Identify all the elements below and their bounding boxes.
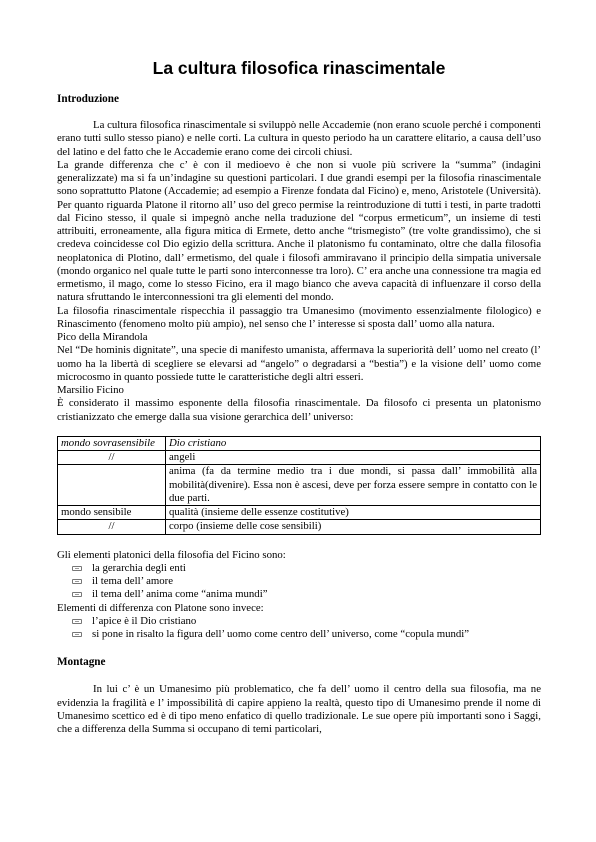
table-row: [58, 520, 541, 534]
pico-paragraph: Nel “De hominis dignitate”, una specie di manifesto umanista, affermava la superiorità dell’ uomo nel creato (l’ uomo ha la libertà di scegliere se elevarsi ad “angelo” o degradarsi a “bestia”) e la visione dell’ uomo come microcosmo in quanto possiede tutte le caratteristiche degli altri esseri.: [57, 344, 541, 383]
ficino-heading: Marsilio Ficino: [57, 384, 124, 396]
hierarchy-table: [57, 436, 541, 535]
bullet-icon: [72, 632, 82, 637]
page-title: La cultura filosofica rinascimentale: [152, 58, 446, 78]
table-row: [58, 451, 541, 465]
platonic-elements-list: [57, 562, 541, 602]
table-cell: anima (fa da termine medio tra i due mondi, si passa dall’ immobilità alla mobilità(divenire). Essa non è ascesi, deve per forza essere sempre in contatto con le due parti.: [166, 465, 541, 506]
bullet-icon: [72, 566, 82, 571]
list-item: si pone in risalto la figura dell’ uomo come centro dell’ universo, come “copula mundi”: [72, 628, 541, 641]
table-row: [58, 465, 541, 506]
list-item: il tema dell’ anima come “anima mundi”: [72, 588, 541, 601]
pico-heading: Pico della Mirandola: [57, 331, 148, 343]
table-row: [58, 506, 541, 520]
table-cell: //: [58, 520, 166, 534]
bullet-icon: [72, 579, 82, 584]
bullet-icon: [72, 619, 82, 624]
platonic-elements-intro: Gli elementi platonici della filosofia del Ficino sono:: [57, 548, 286, 561]
intro-paragraph-2: La grande differenza che c’ è con il medioevo è che non si vuole più scrivere la “summa” (indagini generalizzate) ma si fa un’indagine su questioni particolari. I due grandi esempi per la filosofia rinascimentale sono soprattutto Platone (Accademie; ad esempio a Firenze fondata dal Ficino) e, meno, Aristotele (Università). Per quanto riguarda Platone il ritorno all’ uso del greco permise la reintroduzione di tutti i testi, in parte tradotti dal Ficino stesso, il quale si impegnò anche nella traduzione del “corpus ermeticum”, un insieme di testi attribuiti, erroneamente, alla figura mitica di Ermete, detto anche “trismegisto” (tre volte grandissimo), che si credeva coincidesse col Dio egizio della scrittura. Anche il platonismo fu contaminato, oltre che dalla filosofia neoplatonica di Plotino, dall’ ermetismo, del quale i filosofi ammiravano il principio della simpatia universale (mondo organico nel quale tutte le parti sono interconnesse tra loro). C’ era anche una connessione tra magia ed ermetismo, il mago, come lo stesso Ficino, era il mago bianco che aveva capacità di influenzare il corso della natura sfruttando le interconnessioni tra gli elementi del mondo.: [57, 158, 541, 304]
table-cell: mondo sovrasensibile: [58, 436, 166, 450]
montagne-paragraph: In lui c’ è un Umanesimo più problematico, che fa dell’ uomo il centro della sua filosofia, ma ne evidenzia la fragilità e l’ impossibilità di capire appieno la realtà, questo tipo di Umanesimo prende il nome di Umanesimo scettico ed è di tipo meno enfatico di quello tradizionale. Le sue opere più importanti sono i Saggi, che a differenza della Summa si occupano di temi particolari,: [57, 683, 541, 735]
difference-elements-list: [57, 615, 541, 642]
table-row: [58, 436, 541, 450]
intro-paragraph-1: La cultura filosofica rinascimentale si sviluppò nelle Accademie (non erano scuole perché i componenti erano tutti sullo stesso piano) e nelle corti. La cultura in questo periodo ha un carattere elitario, a causa dell’uso del latino e del fatto che le Accademie erano come dei circoli chiusi.: [57, 119, 541, 158]
intro-paragraph-3: La filosofia rinascimentale rispecchia il passaggio tra Umanesimo (movimento essenzialmente filologico) e Rinascimento (fenomeno molto più ampio), nel senso che l’ interesse si sposta dall’ uomo alla natura.: [57, 304, 541, 330]
bullet-icon: [72, 592, 82, 597]
table-cell: qualità (insieme delle essenze costitutive): [166, 506, 541, 520]
ficino-paragraph: È considerato il massimo esponente della filosofia rinascimentale. Da filosofo ci presenta un platonismo cristianizzato che emerge dalla sua visione gerarchica dell’ universo:: [57, 397, 541, 423]
list-item: la gerarchia degli enti: [72, 562, 541, 575]
table-cell: [58, 465, 166, 506]
heading-introduzione: Introduzione: [57, 93, 119, 105]
table-cell: Dio cristiano: [166, 436, 541, 450]
table-cell: //: [58, 451, 166, 465]
heading-montagne: Montagne: [57, 656, 106, 669]
difference-elements-intro: Elementi di differenza con Platone sono invece:: [57, 601, 264, 614]
list-item: l’apice è il Dio cristiano: [72, 615, 541, 628]
list-item: il tema dell’ amore: [72, 575, 541, 588]
table-cell: angeli: [166, 451, 541, 465]
table-cell: mondo sensibile: [58, 506, 166, 520]
table-cell: corpo (insieme delle cose sensibili): [166, 520, 541, 534]
